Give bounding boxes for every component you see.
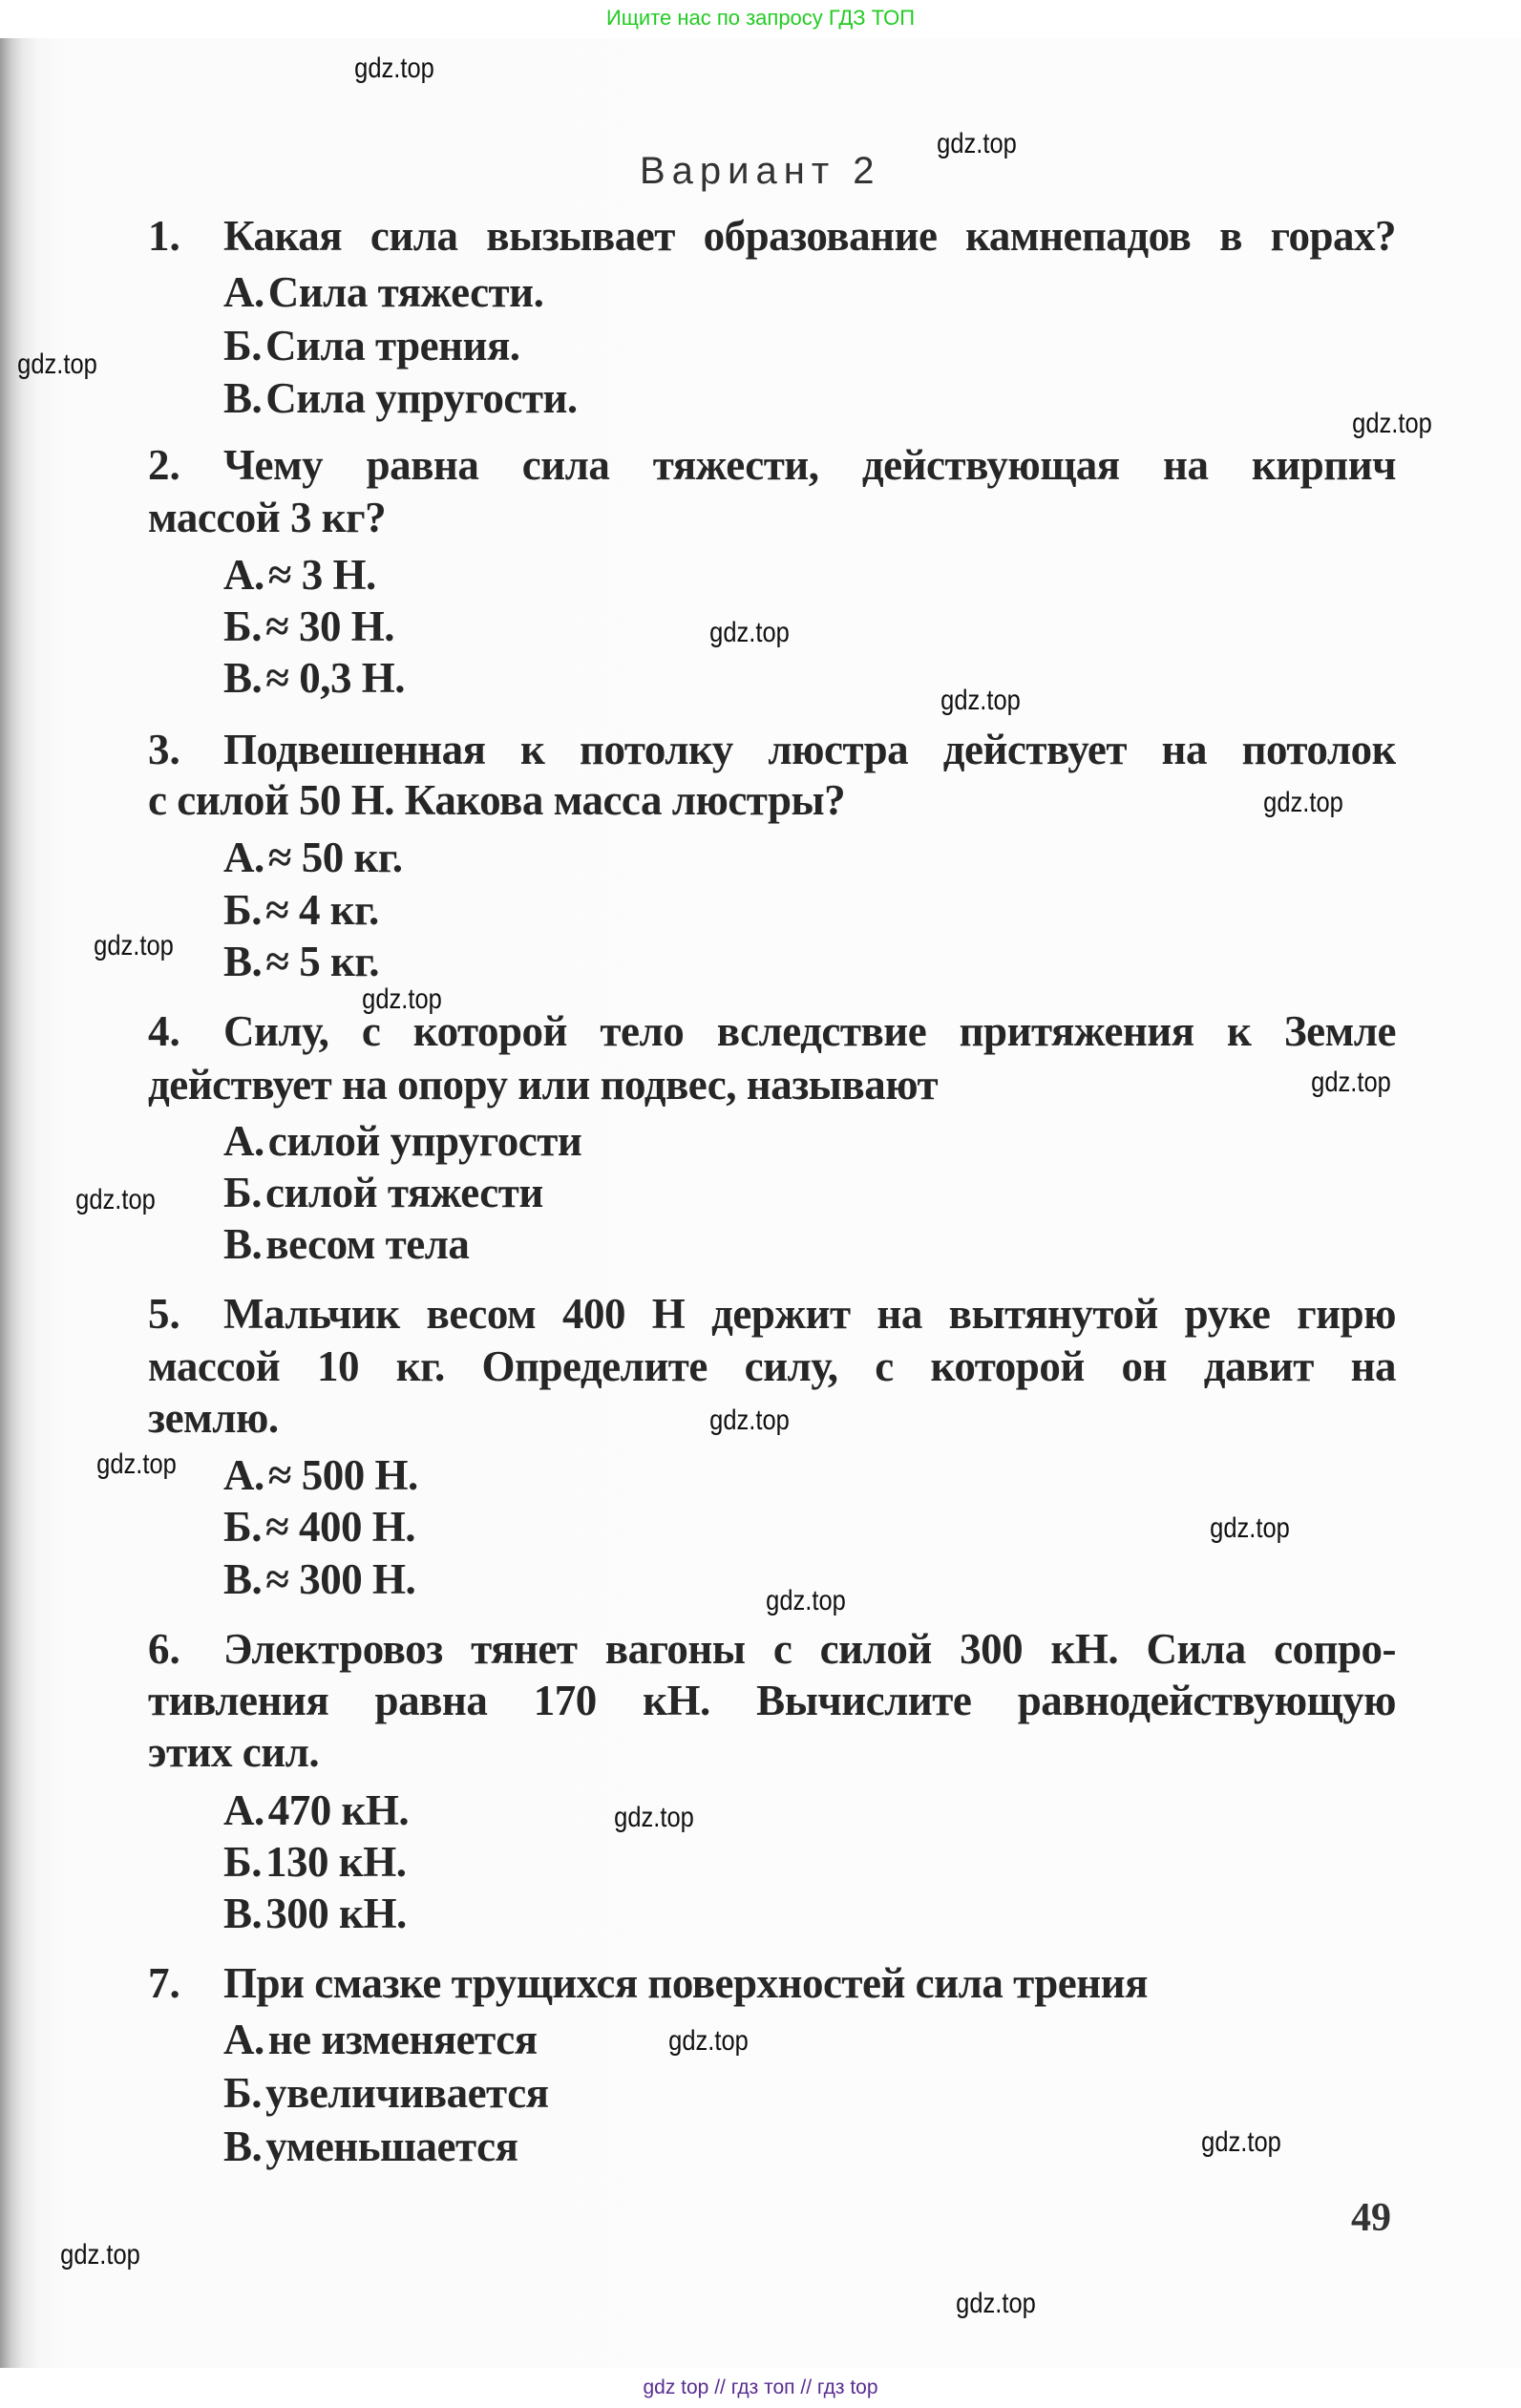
answer-option <box>223 266 543 318</box>
watermark-text: gdz.top <box>75 1184 156 1215</box>
answer-option <box>223 601 394 652</box>
answer-option <box>223 832 402 883</box>
watermark-text: gdz.top <box>614 1802 694 1833</box>
answer-option <box>223 1167 543 1218</box>
question-text-line: Силу, с которой тело вследствие притяжения к Земле <box>223 1007 1396 1055</box>
option-letter: В. <box>223 1890 263 1937</box>
option-text: ≈ 500 Н. <box>267 1451 418 1499</box>
question-number: 5. <box>148 1290 180 1338</box>
option-letter: Б. <box>223 602 263 650</box>
option-text: силой упругости <box>267 1117 582 1165</box>
option-letter: Б. <box>223 2069 263 2117</box>
option-text: Сила тяжести. <box>267 268 544 316</box>
question-text-line: действует на опору или подвес, называют <box>148 1061 939 1109</box>
answer-option <box>223 1115 581 1167</box>
option-text: Сила трения. <box>265 322 520 370</box>
option-letter: Б. <box>223 322 263 370</box>
option-letter: А. <box>223 268 264 316</box>
question-text-line: Какая сила вызывает образование камнепадов в горах? <box>223 212 1396 260</box>
option-letter: Б. <box>223 1503 263 1551</box>
watermark-text: gdz.top <box>94 930 174 961</box>
watermark-text: gdz.top <box>96 1448 177 1480</box>
watermark-text: gdz.top <box>766 1585 846 1616</box>
question-text-line: землю. <box>148 1394 279 1442</box>
watermark-text: gdz.top <box>1263 787 1343 818</box>
question-number: 2. <box>148 441 180 489</box>
answer-option <box>223 1785 409 1836</box>
watermark-text: gdz.top <box>17 349 97 380</box>
watermark-text: gdz.top <box>668 2025 749 2057</box>
option-letter: В. <box>223 2123 263 2170</box>
option-letter: В. <box>223 654 263 702</box>
watermark-text: gdz.top <box>1201 2126 1281 2158</box>
answer-option <box>223 1449 418 1501</box>
answer-option <box>223 884 379 936</box>
option-text: 130 кН. <box>265 1838 407 1886</box>
answer-option <box>223 549 376 601</box>
watermark-text: gdz.top <box>1210 1512 1290 1544</box>
option-letter: А. <box>223 834 264 881</box>
watermark-text: gdz.top <box>956 2288 1036 2319</box>
answer-option <box>223 1836 406 1888</box>
question-number: 1. <box>148 212 180 260</box>
question-number: 3. <box>148 726 180 773</box>
variant-title: Вариант 2 <box>640 150 881 192</box>
question-text-line: Электровоз тянет вагоны с силой 300 кН. Сила сопро- <box>223 1625 1396 1673</box>
option-letter: А. <box>223 1786 264 1834</box>
watermark-text: gdz.top <box>362 983 442 1015</box>
question-number: 6. <box>148 1625 180 1673</box>
option-letter: В. <box>223 938 263 985</box>
watermark-text: gdz.top <box>354 53 434 84</box>
question-text-line: массой 3 кг? <box>148 494 387 541</box>
option-text: 470 кН. <box>267 1786 410 1834</box>
search-banner[interactable]: Ищите нас по запросу ГДЗ ТОП <box>605 6 916 30</box>
option-letter: В. <box>223 1555 263 1603</box>
option-text: весом тела <box>265 1220 470 1268</box>
option-text: ≈ 4 кг. <box>265 886 379 934</box>
option-text: уменьшается <box>265 2123 518 2170</box>
answer-option <box>223 1888 407 1939</box>
watermark-text: gdz.top <box>937 128 1017 159</box>
question-text-line: При смазке трущихся поверхностей сила трения <box>223 1959 1148 2007</box>
option-letter: А. <box>223 551 264 599</box>
answer-option <box>223 320 520 371</box>
footer-links[interactable]: gdz top // гдз топ // гдз top <box>643 2376 878 2398</box>
page-number: 49 <box>1351 2196 1391 2240</box>
answer-option <box>223 1218 469 1270</box>
question-text-line: Мальчик весом 400 Н держит на вытянутой руке гирю <box>223 1290 1396 1338</box>
option-letter: В. <box>223 1220 263 1268</box>
answer-option <box>223 372 578 424</box>
watermark-text: gdz.top <box>1352 408 1432 439</box>
question-text-line: этих сил. <box>148 1728 320 1776</box>
option-text: 300 кН. <box>265 1890 407 1937</box>
watermark-text: gdz.top <box>940 685 1021 716</box>
option-letter: В. <box>223 374 263 422</box>
question-text-line: тивления равна 170 кН. Вычислите равнодействующую <box>148 1677 1396 1724</box>
option-text: увеличивается <box>265 2069 549 2117</box>
question-text-line: с силой 50 Н. Какова масса люстры? <box>148 776 846 824</box>
option-text: ≈ 5 кг. <box>265 938 379 985</box>
answer-option <box>223 2014 538 2065</box>
option-letter: Б. <box>223 1169 263 1216</box>
option-letter: Б. <box>223 1838 263 1886</box>
answer-option <box>223 1501 415 1553</box>
watermark-text: gdz.top <box>709 1405 790 1436</box>
option-text: Сила упругости. <box>265 374 578 422</box>
watermark-text: gdz.top <box>709 617 790 648</box>
question-number: 7. <box>148 1959 180 2007</box>
option-text: силой тяжести <box>265 1169 543 1216</box>
question-number: 4. <box>148 1007 180 1055</box>
answer-option <box>223 1553 415 1605</box>
answer-option <box>223 2121 518 2172</box>
answer-option <box>223 936 379 987</box>
option-letter: А. <box>223 1451 264 1499</box>
question-text-line: Подвешенная к потолку люстра действует на потолок <box>223 726 1396 773</box>
option-text: ≈ 400 Н. <box>265 1503 415 1551</box>
watermark-text: gdz.top <box>1311 1067 1391 1098</box>
answer-option <box>223 2067 549 2119</box>
option-text: ≈ 3 Н. <box>267 551 376 599</box>
answer-option <box>223 652 405 704</box>
option-letter: А. <box>223 1117 264 1165</box>
watermark-text: gdz.top <box>60 2239 140 2271</box>
option-text: ≈ 30 Н. <box>265 602 394 650</box>
option-letter: А. <box>223 2016 264 2063</box>
option-text: ≈ 300 Н. <box>265 1555 416 1603</box>
question-text-line: массой 10 кг. Определите силу, с которой он давит на <box>148 1342 1396 1390</box>
option-text: ≈ 0,3 Н. <box>265 654 405 702</box>
option-letter: Б. <box>223 886 263 934</box>
option-text: ≈ 50 кг. <box>267 834 403 881</box>
question-text-line: Чему равна сила тяжести, действующая на кирпич <box>223 441 1396 489</box>
option-text: не изменяется <box>267 2016 538 2063</box>
